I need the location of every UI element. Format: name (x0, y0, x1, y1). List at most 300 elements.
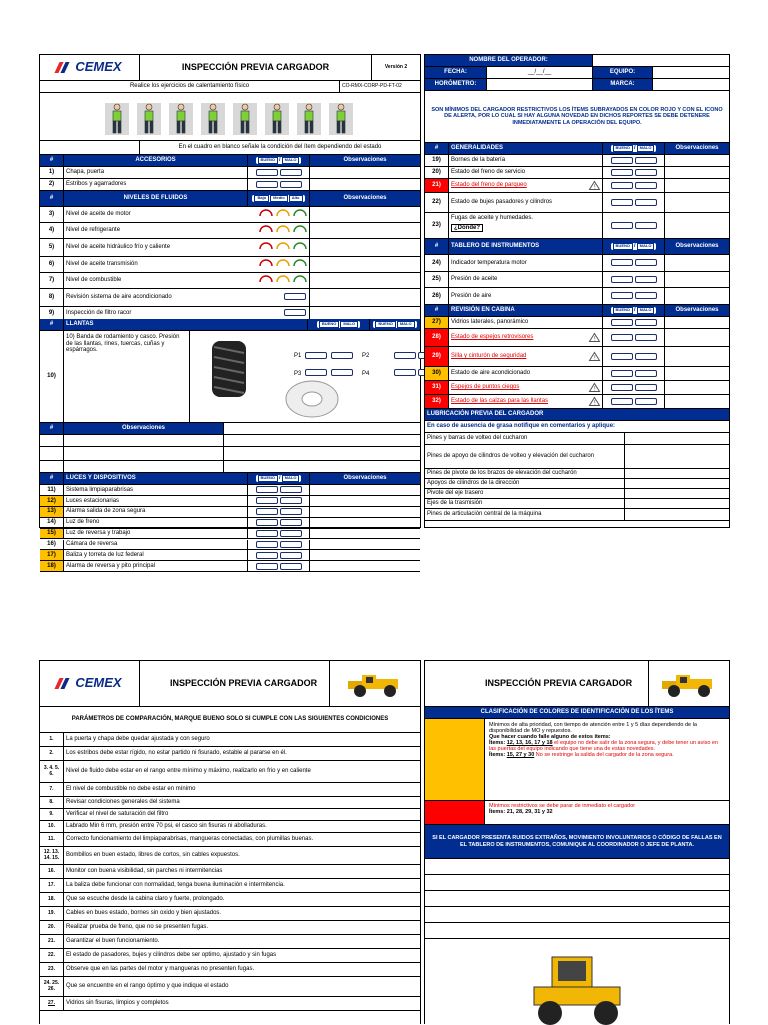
lubrication-comment[interactable] (625, 499, 729, 508)
svg-text:!: ! (593, 399, 597, 407)
malo-box[interactable] (280, 519, 302, 526)
yellow-swatch (425, 719, 485, 800)
item-number: 31) (425, 381, 449, 394)
observation-field[interactable] (310, 540, 420, 550)
param-number: 3. 4. 5. 6. (40, 761, 64, 782)
horometro-field[interactable] (487, 79, 593, 90)
observation-field[interactable] (310, 207, 420, 222)
item-label: Estado de espejos retrovisores (451, 334, 534, 341)
bottom-right-title: INSPECCIÓN PREVIA CARGADOR (425, 661, 649, 706)
cabina-row (425, 381, 729, 395)
malo-box[interactable] (635, 222, 657, 229)
accesorios-header: # ACCESORIOS BUENO / MALO Observaciones (40, 155, 420, 167)
param-row (40, 907, 420, 921)
bueno-box[interactable] (256, 497, 278, 504)
param-row (40, 733, 420, 747)
item-number: 18) (40, 561, 64, 571)
wheel-loader-image (522, 947, 632, 1025)
exercise-figures-image (105, 97, 355, 137)
item-number: 8) (40, 289, 64, 306)
p1-bueno-box[interactable] (305, 352, 327, 359)
loader-icon (330, 661, 420, 706)
cabina-row (425, 329, 729, 347)
mark-hint: En el cuadro en blanco señale la condición del ítem dependiendo del estado (178, 144, 382, 151)
malo-box[interactable] (635, 169, 657, 176)
observation-field[interactable] (310, 239, 420, 256)
item-number: 23) (425, 213, 449, 238)
lubrication-item: Apoyos de cilindros de la dirección (425, 479, 625, 488)
tablero-header: # TABLERO DE INSTRUMENTOS BUENO / MALO Observaciones (425, 239, 729, 255)
bueno-box[interactable] (611, 398, 633, 405)
item-number: 27) (425, 317, 449, 328)
luz-row (40, 561, 420, 572)
luz-row (40, 485, 420, 496)
tablero-row (425, 272, 729, 289)
yellow-priority-row (425, 719, 729, 801)
malo-box[interactable] (635, 292, 657, 299)
p4-bueno-box[interactable] (394, 369, 416, 376)
exercise-figures (40, 93, 420, 140)
bueno-box[interactable] (611, 182, 633, 189)
tire-outline-icon (282, 375, 342, 421)
param-row (40, 747, 420, 761)
item-number: 32) (425, 395, 449, 408)
llantas-header: # LLANTAS BUENO MALO BUENO MALO (40, 319, 420, 331)
observation-field[interactable] (310, 167, 420, 178)
item-number: 20) (425, 167, 449, 178)
observation-field[interactable] (665, 255, 729, 271)
top-left-sheet (39, 54, 421, 569)
param-text: Que se encuentre en el rango óptimo y que indique el estado (66, 983, 229, 990)
param-row (40, 997, 420, 1011)
bottom-title: INSPECCIÓN PREVIA CARGADOR (140, 661, 330, 706)
fecha-row: FECHA: __/__/__ EQUIPO: (425, 67, 729, 79)
observation-field[interactable] (665, 288, 729, 304)
param-row (40, 921, 420, 935)
horometro-row: HORÓMETRO: MARCA: (425, 79, 729, 91)
bueno-box[interactable] (256, 181, 278, 188)
param-row (40, 761, 420, 783)
malo-box[interactable] (635, 259, 657, 266)
item-label: Presión de aire (449, 288, 603, 304)
item-label: Alarma de reversa y pito principal (64, 561, 248, 571)
cabina-row (425, 347, 729, 367)
param-text: Cables en bues estado, bornes sin oxido y bien ajustados. (66, 910, 222, 917)
param-number: 9. (40, 809, 64, 820)
param-row (40, 847, 420, 865)
malo-box[interactable] (280, 497, 302, 504)
luz-row (40, 529, 420, 540)
loader-icon-right (649, 661, 729, 706)
fluido-row (40, 239, 420, 257)
lubrication-item: Pines y barras de volteo del cucharon (425, 433, 625, 444)
item-number: 24) (425, 255, 449, 271)
p3-malo-box[interactable] (331, 369, 353, 376)
generalidad-row (425, 193, 729, 213)
malo-box[interactable] (280, 486, 302, 493)
cemex-logo: CEMEX (40, 55, 140, 80)
param-text: Los estribos debe estar rígido, no estar partido ni fisurado, estable al pararse en él. (66, 750, 287, 757)
observation-field[interactable] (665, 179, 729, 192)
level-gauge-icons (259, 226, 307, 233)
generalidad-row (425, 213, 729, 239)
generalidades-header: # GENERALIDADES BUENO / MALO Observaciones (425, 143, 729, 155)
param-number: 1. (40, 733, 64, 746)
bueno-malo-header: BUENO / MALO (248, 155, 310, 166)
observation-field[interactable] (310, 529, 420, 539)
fluido-row (40, 257, 420, 273)
bueno-box[interactable] (256, 530, 278, 537)
version-label: Versión 2 (384, 63, 408, 70)
lubricacion-note: En caso de ausencia de grasa notifique en comentarios y aplique: (427, 423, 616, 430)
cabina-row (425, 367, 729, 381)
item-label: Luces estacionarias (64, 496, 248, 506)
luz-row (40, 518, 420, 529)
red-items: Ítems: 21, 28, 29, 31 y 32 (489, 809, 553, 816)
bueno-box[interactable] (611, 353, 633, 360)
item-label: Chapa, puerta (64, 167, 248, 178)
tires-area: P1 P2 P3 P4 (190, 331, 420, 422)
item-number: 21) (425, 179, 449, 192)
instruction-row (40, 81, 420, 93)
observation-field[interactable] (310, 179, 420, 190)
bueno-box[interactable] (256, 508, 278, 515)
item-number: 19) (425, 155, 449, 166)
item-number: 22) (425, 193, 449, 212)
alert-icon (589, 333, 600, 342)
where-field[interactable]: ¿Dónde? (451, 224, 483, 233)
item-number: 6) (40, 257, 64, 272)
bueno-box[interactable] (611, 370, 633, 377)
warmup-exercises (40, 93, 420, 141)
form-code: CO-RMX-CORP-PD-FT-02 (342, 82, 402, 89)
item-number: 2) (40, 179, 64, 190)
param-text: Garantizar el buen funcionamiento. (66, 938, 160, 945)
param-text: Nivel de fluido debe estar en el rango entre mínimo y máximo, realizarlo en frio y en caliente (66, 768, 311, 775)
item-number: 30) (425, 367, 449, 380)
param-text: Labrado Min 6 mm, presión entre 70 psi, el casco sin fisuras ni abolladuras. (66, 823, 267, 830)
wheel-loader-icon (658, 669, 720, 699)
lubrication-comment[interactable] (625, 489, 729, 498)
item-label: Estado de bujes pasadores y cilindros (451, 199, 553, 206)
form-title: INSPECCIÓN PREVIA CARGADOR (140, 55, 372, 80)
alert-icon (589, 397, 600, 406)
svg-text:!: ! (593, 183, 597, 191)
cemex-logo-bottom: CEMEX (40, 661, 140, 706)
fluido-row (40, 273, 420, 289)
bueno-box[interactable] (256, 169, 278, 176)
bueno-box[interactable] (611, 276, 633, 283)
item-label: Alarma salida de zona segura (64, 507, 248, 517)
observation-field[interactable] (665, 381, 729, 394)
lubricacion-header: LUBRICACIÓN PREVIA DEL CARGADOR (425, 409, 729, 421)
param-text: Correcto funcionamiento del limpiaparabrisas, mangueras conectadas, con plumillas buenas. (66, 836, 314, 843)
item-label: Revisión sistema de aire acondicionado (66, 294, 172, 301)
observation-field[interactable] (310, 223, 420, 238)
bueno-box[interactable] (611, 319, 633, 326)
fluido-row (40, 207, 420, 223)
top-header (40, 55, 420, 81)
bueno-box[interactable] (611, 292, 633, 299)
param-number: 12. 13. 14. 15. (40, 847, 64, 864)
red-description: Mínimos restrictivos se debe parar de inmediato el cargador (489, 803, 636, 809)
item-number: 16) (40, 540, 64, 550)
observation-field[interactable] (310, 273, 420, 288)
malo-box[interactable] (635, 319, 657, 326)
notice-row (425, 91, 729, 143)
item-number: 26) (425, 288, 449, 304)
yellow-description: Mínimos de alta prioridad, con tiempo de atención entre 1 y 5 días dependiendo de la disponibilidad de MO y repuestos. Que hacer cuando falle alguno de estos ítems: Ítems: 12, 13, 16, 17 y 18 el equipo no debe salir de la zona segura, y debe tener un aviso en las puertas del equipo indicando que tiene una de estas novedades. Ítems: 15, 27 y 30 No se restringe la salida del cargador de la zona segura. (489, 722, 719, 759)
malo-box[interactable] (280, 508, 302, 515)
p1-malo-box[interactable] (331, 352, 353, 359)
clasificacion-header: CLASIFICACIÓN DE COLORES DE IDENTIFICACIÓN DE LOS ÍTEMS (480, 709, 674, 716)
param-number: 19. (40, 907, 64, 920)
item-label: Nivel de aceite transmisión (66, 261, 138, 268)
bueno-box[interactable] (256, 486, 278, 493)
param-text: Monitor con buena visibilidad, sin parches ni intermitencias (66, 868, 223, 875)
bottom-header (40, 661, 420, 707)
bueno-box[interactable] (611, 334, 633, 341)
item-number: 17) (40, 550, 64, 560)
level-gauge-icons (259, 243, 307, 250)
malo-box[interactable] (280, 552, 302, 559)
param-text: Vidrios sin fisuras, limpios y completos (66, 1000, 169, 1007)
malo-box[interactable] (635, 334, 657, 341)
param-row (40, 809, 420, 821)
fecha-field[interactable]: __/__/__ (487, 67, 593, 78)
bueno-box[interactable] (256, 563, 278, 570)
param-number: 16. (40, 865, 64, 878)
item-label: Nivel de aceite hidráulico frío y caliente (66, 244, 171, 251)
observation-field[interactable] (665, 193, 729, 212)
red-priority-row (425, 801, 729, 825)
param-row (40, 821, 420, 833)
malo-box[interactable] (280, 541, 302, 548)
item-label: Inspección de filtro racor (66, 310, 132, 317)
bueno-box[interactable] (256, 541, 278, 548)
luz-row (40, 507, 420, 518)
lubrication-item: Pines de apoyo de cilindros de volteo y elevación del cucharon (425, 445, 625, 468)
bueno-box[interactable] (256, 519, 278, 526)
item-label: Estribos y agarradores (64, 179, 248, 190)
bueno-box[interactable] (611, 169, 633, 176)
item-number: 14) (40, 518, 64, 528)
param-text: Verificar el nivel de saturación del filtro (66, 811, 169, 818)
level-gauge-icons (259, 276, 307, 283)
level-gauge-icons (259, 260, 307, 267)
malo-box[interactable] (635, 182, 657, 189)
item-label: Baliza y torreta de luz federal (64, 550, 248, 560)
param-number: 8. (40, 797, 64, 808)
bueno-box[interactable] (611, 259, 633, 266)
generalidad-row (425, 179, 729, 193)
param-number: 22. (40, 949, 64, 962)
observation-field[interactable] (310, 550, 420, 560)
malo-box[interactable] (635, 353, 657, 360)
bueno-box[interactable] (284, 293, 306, 300)
fluido-row (40, 289, 420, 307)
malo-box[interactable] (280, 181, 302, 188)
item-label: Estado de las calzas para las llantas (451, 398, 549, 405)
tablero-row (425, 288, 729, 305)
lubricacion-row (425, 479, 729, 489)
wheel-loader-icon (344, 669, 406, 699)
generalidad-row (425, 167, 729, 179)
observation-field[interactable] (665, 317, 729, 328)
observation-field[interactable] (310, 507, 420, 517)
luz-row (40, 496, 420, 507)
param-text: Revisar condiciones generales del sistema (66, 799, 180, 806)
observation-field[interactable] (665, 272, 729, 288)
observation-field[interactable] (665, 395, 729, 408)
luz-row (40, 550, 420, 561)
item-label: Indicador temperatura motor (449, 255, 603, 271)
svg-text:!: ! (593, 354, 597, 362)
bueno-box[interactable] (284, 309, 306, 316)
param-row (40, 865, 420, 879)
param-number: 27. (40, 997, 64, 1010)
lubrication-item: Pines de articulación central de la máquina (425, 509, 625, 520)
level-gauge-icons (259, 210, 307, 217)
item-number: 15) (40, 529, 64, 539)
item-number: 11) (40, 485, 64, 495)
cabina-header: # REVISIÓN EN CABINA BUENO / MALO Observaciones (425, 305, 729, 317)
fluido-row (40, 223, 420, 239)
item-label: Bornes de la batería (451, 157, 506, 164)
lubrication-item: Ejes de la trasmisión (425, 499, 625, 508)
param-number: 23. (40, 963, 64, 976)
luz-row (40, 540, 420, 551)
param-text: Realizar prueba de freno, que no se presenten fugas. (66, 924, 209, 931)
bueno-box[interactable] (611, 199, 633, 206)
lubricacion-row (425, 469, 729, 479)
item-label: Fugas de aceite y humedades. (451, 215, 534, 221)
malo-box[interactable] (280, 169, 302, 176)
param-row (40, 797, 420, 809)
observation-field[interactable] (665, 367, 729, 380)
param-number: 7. (40, 783, 64, 796)
observation-field[interactable] (310, 518, 420, 528)
param-row (40, 879, 420, 893)
param-number: 11. (40, 833, 64, 846)
item-number: 3) (40, 207, 64, 222)
param-number: 2. (40, 747, 64, 760)
item-number: 5) (40, 239, 64, 256)
params-header: PARÁMETROS DE COMPARACIÓN, MARQUE BUENO SOLO SI CUMPLE CON LAS SIGUIENTES CONDICIONES (71, 716, 389, 723)
cabina-row (425, 395, 729, 409)
equipo-field[interactable] (653, 67, 729, 78)
observation-field[interactable] (665, 155, 729, 166)
malo-box[interactable] (280, 563, 302, 570)
lubricacion-row (425, 445, 729, 469)
item-number: 13) (40, 507, 64, 517)
observation-field[interactable] (310, 561, 420, 571)
top-right-sheet (424, 54, 730, 528)
lubrication-comment[interactable] (625, 479, 729, 488)
bueno-box[interactable] (611, 157, 633, 164)
param-text: El estado de pasadores, bujes y cilindros debe ser optimo, ajustado y sin fugas (66, 952, 277, 959)
accesorio-row (40, 179, 420, 191)
item-label: Sistema limpiaparabrisas (64, 485, 248, 495)
param-number: 24. 25. 26. (40, 977, 64, 996)
p2-bueno-box[interactable] (394, 352, 416, 359)
observation-field[interactable] (310, 496, 420, 506)
bottom-right-sheet (424, 660, 730, 1024)
param-number: 17. (40, 879, 64, 892)
warmup-instruction: Realice los ejercicios de calentamiento físico (40, 81, 340, 92)
tire-icon (204, 339, 274, 399)
lubrication-comment[interactable] (625, 469, 729, 478)
observation-field[interactable] (665, 329, 729, 346)
item-number: 25) (425, 272, 449, 288)
bueno-box[interactable] (611, 384, 633, 391)
malo-box[interactable] (635, 276, 657, 283)
malo-box[interactable] (280, 530, 302, 537)
param-text: La puerta y chapa debe quedar ajustada y con seguro (66, 736, 210, 743)
param-text: El nivel de combustible no debe estar en mínimo (66, 786, 196, 793)
param-row (40, 893, 420, 907)
svg-text:!: ! (593, 335, 597, 343)
operator-field[interactable] (593, 55, 729, 66)
level-header: Bajo Medio Alto (248, 191, 310, 206)
observation-field[interactable] (310, 485, 420, 495)
malo-box[interactable] (635, 199, 657, 206)
tablero-row (425, 255, 729, 272)
item-number: 12) (40, 496, 64, 506)
observation-field[interactable] (665, 167, 729, 178)
lubrication-comment[interactable] (625, 433, 729, 444)
param-row (40, 833, 420, 847)
lubrication-comment[interactable] (625, 445, 729, 468)
generalidad-row (425, 155, 729, 167)
malo-box[interactable] (635, 398, 657, 405)
p3-bueno-box[interactable] (305, 369, 327, 376)
param-row (40, 935, 420, 949)
item-number: 29) (425, 347, 449, 366)
accesorio-row (40, 167, 420, 179)
operator-row: NOMBRE DEL OPERADOR: (425, 55, 729, 67)
fluidos-header: # NIVELES DE FLUIDOS Bajo Medio Alto Observaciones (40, 191, 420, 207)
item-label: Estado de aire acondicionado (451, 370, 531, 377)
item-label: Silla y cinturón de seguridad (451, 353, 527, 360)
observation-field[interactable] (665, 213, 729, 238)
observation-field[interactable] (665, 347, 729, 366)
observation-field[interactable] (310, 257, 420, 272)
lubricacion-row (425, 509, 729, 521)
item-label: Estado del freno de parqueo (451, 182, 527, 189)
luces-header: # LUCES Y DISPOSITIVOS BUENO / MALO Observaciones (40, 473, 420, 485)
alert-icon (589, 181, 600, 190)
param-text: Observe que en las partes del motor y mangueras no presenten fugas. (66, 966, 255, 973)
lubricacion-row (425, 499, 729, 509)
red-swatch (425, 801, 485, 824)
malo-box[interactable] (635, 157, 657, 164)
item-label: Estado del freno de servicio (451, 169, 526, 176)
item-label: Cámara de reversa (64, 540, 248, 550)
lubrication-comment[interactable] (625, 509, 729, 520)
item-number: 4) (40, 223, 64, 238)
item-label: Nivel de aceite de motor (66, 211, 131, 218)
marca-field[interactable] (653, 79, 729, 90)
param-row (40, 783, 420, 797)
bueno-box[interactable] (611, 222, 633, 229)
malo-box[interactable] (635, 370, 657, 377)
bueno-box[interactable] (256, 552, 278, 559)
item-number: 7) (40, 273, 64, 288)
item-number: 28) (425, 329, 449, 346)
observation-field[interactable] (310, 289, 420, 306)
malo-box[interactable] (635, 384, 657, 391)
